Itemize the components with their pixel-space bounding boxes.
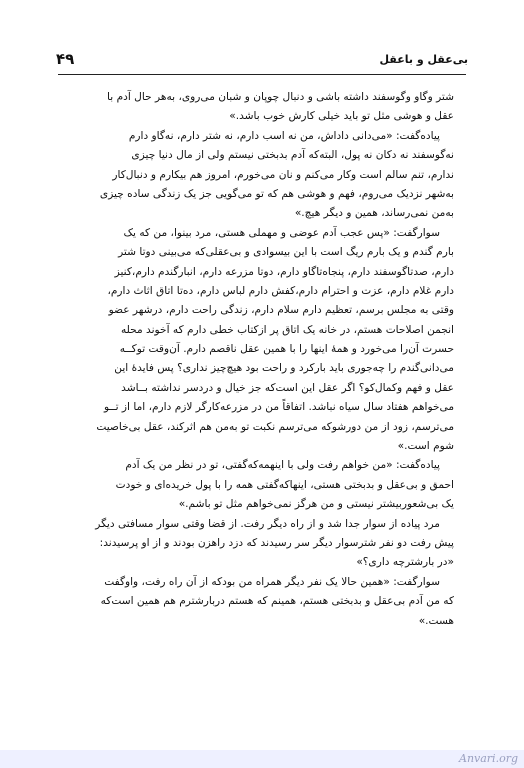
page-number: ۴۹	[56, 50, 75, 68]
text-line: احمق و بی‌عقل و بدبختی هستی، اینها‌که‌گفتی همه را با پول خریده‌ای و خودت	[115, 478, 454, 491]
text-line: وقتی به مجلس برسم، تعظیم دارم سلام دارم، زندگی راحت دارم، درشهر عضو	[108, 304, 454, 317]
text-line: عقل و فهم وکمال‌کو؟ اگر عقل این است‌که جز خیال و دردسر نداشته بــاشد	[121, 381, 454, 394]
text-line: سوارگفت: «پس عجب آدم عوضی و مهملی هستی، مرد بینوا، من که یک	[123, 226, 440, 239]
text-line: حسرت آن‌را می‌خورد و همهٔ اینها را با همین عقل ناقصم دارم. آن‌وقت تو‌کــه	[119, 343, 454, 356]
text-line: می‌دانی‌گندم را چه‌جوری باید بارکرد و راحت بود هیچ‌چیز نداری؟ پس فایدهٔ این	[114, 362, 454, 375]
text-line: عقل و هوشی مثل تو باید خیلی کارش خوب باشد.»	[229, 110, 454, 123]
text-line: سوارگفت: «همین حالا یک نفر دیگر همراه من بود‌که از آن راه رفت، واوگفت	[104, 575, 440, 588]
text-line: یک بی‌شعوربیشتر نیستی و من هرگز نمی‌خواهم مثل تو باشم.»	[178, 498, 454, 511]
running-head: بی‌عقل و با‌عقل	[379, 52, 468, 66]
text-line: دارم غلام دارم، عزت و احترام دارم،کفش دارم لباس دارم، ده‌تا اتاق اثاث دارم،	[107, 284, 454, 297]
text-line: مرد پیاده از سوار جدا شد و از راه دیگر رفت. از قضا وقتی سوار مسافتی دیگر	[95, 517, 440, 530]
text-line: پیش رفت دو نفر شترسوار دیگر سر رسیدند که دزد راهزن بودند و از او پرسیدند:	[99, 536, 454, 549]
header-rule	[58, 74, 466, 75]
text-line: پیاده‌گفت: «می‌دانی داداش، من نه اسب دارم، نه شتر دارم، نه‌گاو دارم	[128, 129, 440, 142]
text-line: به‌شهر نزدیک می‌روم، فهم و هوشی هم که تو می‌گویی جز یک زندگی ساده چیزی	[99, 187, 454, 200]
text-line: می‌خواهم هفتاد سال سیاه نباشد. اتفاقاً من در مزرعه‌کارگر لازم دارم، اما از تــو	[103, 401, 454, 414]
text-line: شوم است.»	[397, 440, 454, 453]
text-line: می‌ترسم، زود از من دورشو‌که می‌ترسم نکبت تو به‌من هم اثرکند، عقل بی‌خاصیت	[96, 420, 454, 433]
body-text	[66, 88, 454, 631]
text-line: بارم گندم و یک بارم ریگ است با این بیسوادی و بی‌عقلی‌که می‌بینی دوتا شتر	[118, 246, 454, 259]
text-line: «در بارشترچه داری؟»	[356, 556, 454, 569]
text-line: شتر وگاو وگوسفند داشته باشی و دنبال چوپان و شبان می‌روی، به‌هر حال آدم با	[107, 91, 454, 103]
text-line: انجمن اصلاحات هستم، در خانه یک اتاق پر ازکتاب خطی دارم که آخوند محله	[120, 323, 454, 336]
footer-band	[0, 750, 524, 768]
text-line: هست.»	[418, 614, 454, 627]
text-line: ندارم، تنم سالم است وکار می‌کنم و نان می‌خورم، امروز هم بیکارم و دنبال‌کار	[112, 168, 454, 181]
text-line: پیاده‌گفت: «من خواهم رفت ولی با اینهمه‌که‌گفتی، تو در نظر من یک آدم	[125, 459, 440, 472]
watermark: Anvari.org	[459, 752, 518, 765]
text-line: نه‌گوسفند نه دکان نه پول، البته‌که آدم بدبختی نیستم ولی از مال دنیا چیزی	[131, 149, 454, 162]
text-line: که من آدم بی‌عقل و بدبختی هستم، همینم که هستم دربارشترم هم همین است‌که	[100, 595, 454, 608]
text-line: به‌من نمی‌رساند، همین و دیگر هیچ.»	[294, 207, 454, 220]
text-line: دارم، صدتاگوسفند دارم، پنجاه‌تاگاو دارم، دوتا مزرعه دارم، انبارگندم دارم،کنیز	[114, 265, 454, 278]
page-header	[56, 44, 468, 74]
